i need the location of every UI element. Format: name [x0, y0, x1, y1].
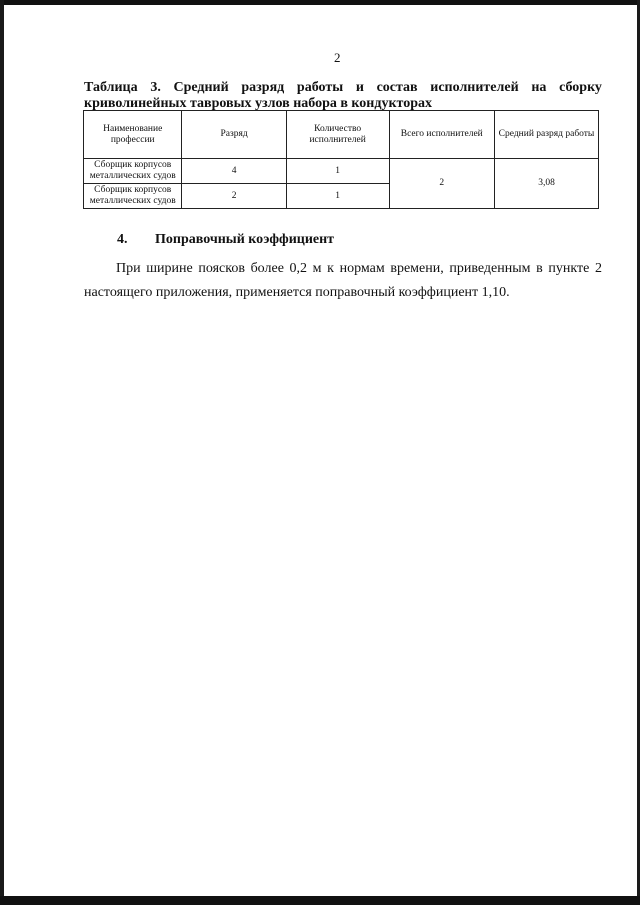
caption-word: состав	[376, 80, 418, 95]
caption-word: исполнителей	[430, 80, 519, 95]
paragraph-word: пункте	[548, 261, 590, 276]
scan-edge-left	[0, 0, 4, 905]
paragraph-word: приведенным	[449, 261, 531, 276]
cell-total-performers: 2	[389, 159, 495, 209]
caption-word: 3.	[150, 80, 161, 95]
header-count: Количество исполнителей	[286, 111, 389, 159]
section-heading	[117, 232, 334, 248]
table-header-row	[84, 111, 599, 159]
scan-edge-bottom	[0, 896, 640, 905]
paragraph-word: в	[536, 261, 543, 276]
paragraph-word: 0,2	[289, 261, 308, 276]
paragraph-line-1	[84, 257, 602, 281]
paragraph-word: 2	[594, 261, 602, 276]
section-title: Поправочный коэффициент	[155, 232, 335, 247]
caption-word: разряд	[241, 80, 285, 95]
table-row	[84, 159, 599, 184]
header-profession: Наименование профессии	[84, 111, 182, 159]
paragraph-word: времени,	[390, 261, 444, 276]
performers-table	[83, 110, 599, 209]
body-paragraph	[84, 257, 602, 305]
page-number: 2	[334, 50, 341, 65]
caption-word: Таблица	[84, 80, 138, 95]
paragraph-word: к	[327, 261, 334, 276]
caption-word: Средний	[173, 80, 229, 95]
section-number: 4.	[117, 232, 128, 247]
cell-average-grade: 3,08	[495, 159, 599, 209]
header-average-grade: Средний разряд работы	[495, 111, 599, 159]
caption-word: на	[531, 80, 547, 95]
cell-profession: Сборщик корпусов металлических судов	[84, 184, 182, 209]
caption-word: работы	[296, 80, 344, 95]
table-caption	[84, 80, 602, 112]
paragraph-word: нормам	[339, 261, 385, 276]
paragraph-word: м	[312, 261, 322, 276]
paragraph-word: поясков	[198, 261, 245, 276]
table-caption-line-2: криволинейных тавровых узлов набора в кондукторах	[84, 96, 432, 111]
cell-count: 1	[286, 159, 389, 184]
cell-grade: 4	[182, 159, 286, 184]
paragraph-word: более	[250, 261, 284, 276]
header-total: Всего исполнителей	[389, 111, 495, 159]
header-grade: Разряд	[182, 111, 286, 159]
paragraph-word: ширине	[146, 261, 193, 276]
cell-grade: 2	[182, 184, 286, 209]
cell-profession: Сборщик корпусов металлических судов	[84, 159, 182, 184]
paragraph-line-2: настоящего приложения, применяется поправочный коэффициент 1,10.	[84, 285, 510, 300]
scan-edge-top	[0, 0, 640, 5]
cell-count: 1	[286, 184, 389, 209]
table-caption-line-1	[84, 80, 602, 96]
caption-word: и	[355, 80, 364, 95]
paragraph-word: При	[116, 261, 141, 276]
caption-word: сборку	[559, 80, 602, 95]
